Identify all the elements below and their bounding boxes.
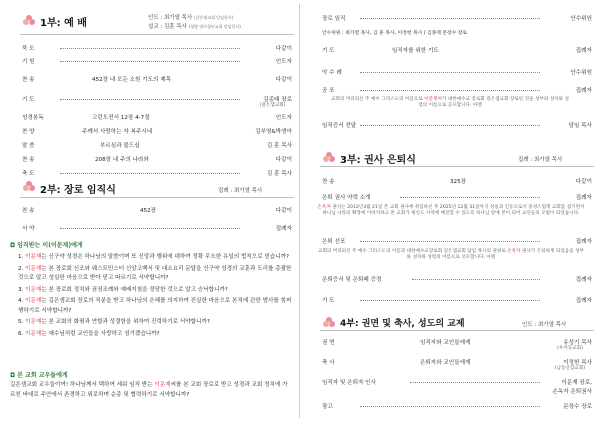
list-item: 은퇴 선포 집례자 [322, 239, 592, 245]
part1-leader: 인도 : 최가열 목사 [148, 15, 193, 21]
bio-text: 손옥자 권사는 2012년3월 21일 본 교회 권사에 취임하신 후 2025년 12월 31일까지 성실과 인동으로서 충성스럽게 교회를 섬기면서 하나님 나라의 확장에 이바지하고 본 교회가 평신도 사역에 매진할 수 있도록 하나님 앞에 본이 되어 교인들의 모범이 되었습니다. [317, 205, 585, 216]
list-item: 묵 도 다같이 [22, 46, 292, 52]
list-item: 3. 이문재는 본 장로회 정치와 권징조례와 예배지침을 정당한 것으로 알고 승낙합니까? [18, 286, 228, 293]
part3-leader: 집례 : 최가열 목사 [518, 157, 563, 163]
part4-title: 4부: 권면 및 축사, 성도의 교제 [340, 319, 465, 329]
flower-icon [322, 316, 336, 330]
list-item: 6. 이문재는 예수님처럼 교인들을 사랑하고 섬기겠습니까? [18, 330, 160, 337]
list-item: 광고 문장수 장로 [322, 404, 592, 410]
retire-text: 교회의 머리되신 주 예수 그리스도의 이름과 대한예수교장로회 길은샘교회 담임 목사의 권위로 손옥자 권사가 은퇴하게 되었음을 성부와 성자와 성령의 이름으로 선포합니다. 아멘 [318, 249, 584, 260]
list-item: 말 씀 부르심과 불드심 김 훈 목사 [22, 143, 292, 149]
part2-leader: 집례 : 최가열 목사 [218, 188, 263, 194]
list-item: 축 도 김 훈 목사 [22, 171, 292, 177]
part4-leader: 인도 : 최가열 목사 [522, 322, 567, 328]
list-item: 악 수 례 안수위원 [322, 70, 592, 76]
list-item: 2. 이문재는 본 장로회 신조와 웨스트민스터 신앙고백서 및 대소요리 문답을 신구약 성경의 교훈과 도리를 총괄한 것으로 알고 성실한 마음으로 받아 믿고 따르기로 서약합니까? [18, 265, 292, 281]
list-item: 1. 이문재는 신구약 성경은 하나님의 말씀이며 또 신앙과 행위에 대하여 정확 무오한 유일의 법칙으로 믿습니까? [18, 254, 289, 260]
list-item: 공 포 집례자 [322, 88, 592, 94]
list-item: 임직자 및 은퇴자 인사 이문재 장로, [322, 380, 592, 386]
list-item: 4. 이문재는 길은샘교회 장로의 직분을 받고 하나님의 은혜를 의지하여 진실한 마음으로 본직에 관한 범사를 힘써 행하기로 서약합니까? [18, 298, 292, 314]
list-item: 손옥자 은퇴권사 [552, 389, 592, 395]
list-item: 은퇴 권사 약력 소개 집례자 [322, 195, 592, 201]
list-item: 기 도 집례자 [322, 298, 592, 304]
bulletin-page: 1부: 예 배 인도 : 최가열 목사 (갈은샘교회 담임목사) 설교 : 김훈 목사 (청량 영아청년교회 담임목사) 묵 도 다같이 기 원 인도자 찬 송 452장 내 모든 소원 기도의 제목 다같이 기 도 김종태 장로 (갈은샘교회) 성경봉독 고린도전서 12장 4-7절 인도자 찬 양 주께서 사랑하는 자 복주시네 김부영&박생아 말 씀 부르심과 불드심 김 훈 목사 찬 송 208장 내 주의 나라와 다같이 축 도 김 훈 목사 2부: 장로 임직식 집례 : 최가열 목사 찬 송 452장 다같이 서 약 집례자 ◘ 임직받는 이(이문재)에게 1. 이문재는 신구약 성경은 하나님의 말씀이며 또 신앙과 행위에 대하여 정확 무오한 유일의 법칙으로 믿습니까? 2. 이문재는 본 장로회 신조와 웨스트민스터 신앙고백서 및 대소요리 문답을 신구약 성경의 교훈과 도리를 총괄한 것으로 알고 성실한 마음으로 받아 믿고 따르기로 서약합니까? 3. 이문재는 본 장로회 정치와 권징조례와 예배지침을 정당한 것으로 알고 승낙합니까? 4. 이문재는 길은샘교회 장로의 직분을 받고 하나님의 은혜를 의지하여 진실한 마음으로 본직에 관한 범사를 힘써 행하기로 서약합니까? 5. 이문재는 본 교회의 화평과 연합과 성결함을 위하여 진력하기로 서약합니까? 6. 이문재는 예수님처럼 교인들을 사랑하고 섬기겠습니까? ◘ 본 교회 교우들에게 길은샘교회 교우들이여! 하나님께서 택하여 세워 임직 받는 이문재씨를 본 교회 장로로 받고 성경과 교회 정치에 가르친 바대로 주안에서 존경하고 위로하며 순종 및 협력하기로 서약합니까? 장로 임직 안수위원 안수위원 : 최가열 목사, 김 훈 목사, 이정헌 목사 / 김종태 문장수 장로 기 도 임직자를 위한 기도 집례자 악 수 례 안수위원 공 포 집례자 교회의 머리되신 주 예수 그리스도의 이름으로 이문재씨가 대한예수교 장로회 길은샘교회 장로된 것을 성부와 성자와 성령의 이름으로 공포합니다. 아멘 임직증서 전달 담임 목사 3부: 권사 은퇴식 집례 : 최가열 목사 찬 송 325장 다같이 은퇴 권사 약력 소개 집례자 손옥자 권사는 2012년3월 21일 본 교회 권사에 취임하신 후 2025년 12월 31일까지 성실과 인동으로서 충성스럽게 교회를 섬기면서 하나님 나라의 확장에 이바지하고 본 교회가 평신도 사역에 매진할 수 있도록 하나님 앞에 본이 되어 교인들의 모범이 되었습니다. 은퇴 선포 집례자 교회의 머리되신 주 예수 그리스도의 이름과 대한예수교장로회 길은샘교회 담임 목사의 권위로 손옥자 권사가 은퇴하게 되었음을 성부와 성자와 성령의 이름으로 선포합니다. 아멘 은퇴증서 및 은퇴패 증정 집례자 기 도 집례자 4부: 권면 및 축사, 성도의 교제 인도 : 최가열 목사 권 면 임직자와 교인들에게 유성기 목사 (우이동교회) 축 사 은퇴자와 교인들에게 이정헌 목사 (남동산감교회) 임직자 및 은퇴자 인사 이문재 장로, 손옥자 은퇴권사 광고 문장수 장로 [0, 0, 600, 422]
part1-title: 1부: 예 배 [40, 18, 87, 29]
part2-title: 2부: 장로 임직식 [40, 185, 116, 196]
list-item: 안수위원 : 최가열 목사, 김 훈 목사, 이정헌 목사 / 김종태 문장수 장로 [322, 31, 468, 36]
members-heading: ◘ 본 교회 교우들에게 [10, 372, 68, 379]
list-item: 장로 임직 안수위원 [322, 16, 592, 22]
divider [20, 34, 294, 35]
divider [20, 197, 294, 198]
list-item: 찬 양 주께서 사랑하는 자 복주시네 김부영&박생아 [22, 129, 292, 135]
part3-title: 3부: 권사 은퇴식 [340, 155, 416, 166]
list-item: 성경봉독 고린도전서 12장 4-7절 인도자 [22, 115, 292, 121]
list-item: 찬 송 452장 내 모든 소원 기도의 제목 다같이 [22, 77, 292, 83]
members-text: 길은샘교회 교우들이여! 하나님께서 택하여 세워 임직 받는 이문재씨를 본 교회 장로로 받고 성경과 교회 정치에 가르친 바대로 주안에서 존경하고 위로하며 순종 및 협력하기로 서약합니까? [10, 382, 288, 398]
list-item: 은퇴증서 및 은퇴패 증정 집례자 [322, 277, 592, 283]
flower-icon [322, 151, 336, 165]
list-item: 기 도 임직자를 위한 기도 집례자 [322, 48, 592, 54]
pledge-heading: ◘ 임직받는 이(이문재)에게 [10, 242, 83, 249]
list-item: 5. 이문재는 본 교회의 화평과 연합과 성결함을 위하여 진력하기로 서약합니까? [18, 319, 210, 325]
divider [320, 166, 594, 167]
list-item: 찬 송 325장 다같이 [322, 179, 592, 185]
flower-icon [22, 180, 36, 194]
list-item: 찬 송 452장 다같이 [22, 208, 292, 214]
list-item: 임직증서 전달 담임 목사 [322, 123, 592, 129]
list-item: 기 도 김종태 장로 [22, 97, 292, 103]
proclamation-text: 교회의 머리되신 주 예수 그리스도의 이름으로 이문재씨가 대한예수교 장로회 길은샘교회 장로된 것을 성부와 성자와 성령의 이름으로 공포합니다. 아멘 [331, 97, 569, 108]
list-item: 권 면 임직자와 교인들에게 유성기 목사 [322, 340, 592, 346]
list-item: 기 원 인도자 [22, 59, 292, 65]
list-item: 서 약 집례자 [22, 226, 292, 232]
list-item: 찬 송 208장 내 주의 나라와 다같이 [22, 157, 292, 163]
divider [320, 330, 594, 331]
pledge-list [18, 253, 292, 341]
flower-icon [22, 14, 36, 28]
list-item: 축 사 은퇴자와 교인들에게 이정헌 목사 [322, 360, 592, 366]
part1-preacher: 설교 : 김훈 목사 [148, 24, 187, 30]
